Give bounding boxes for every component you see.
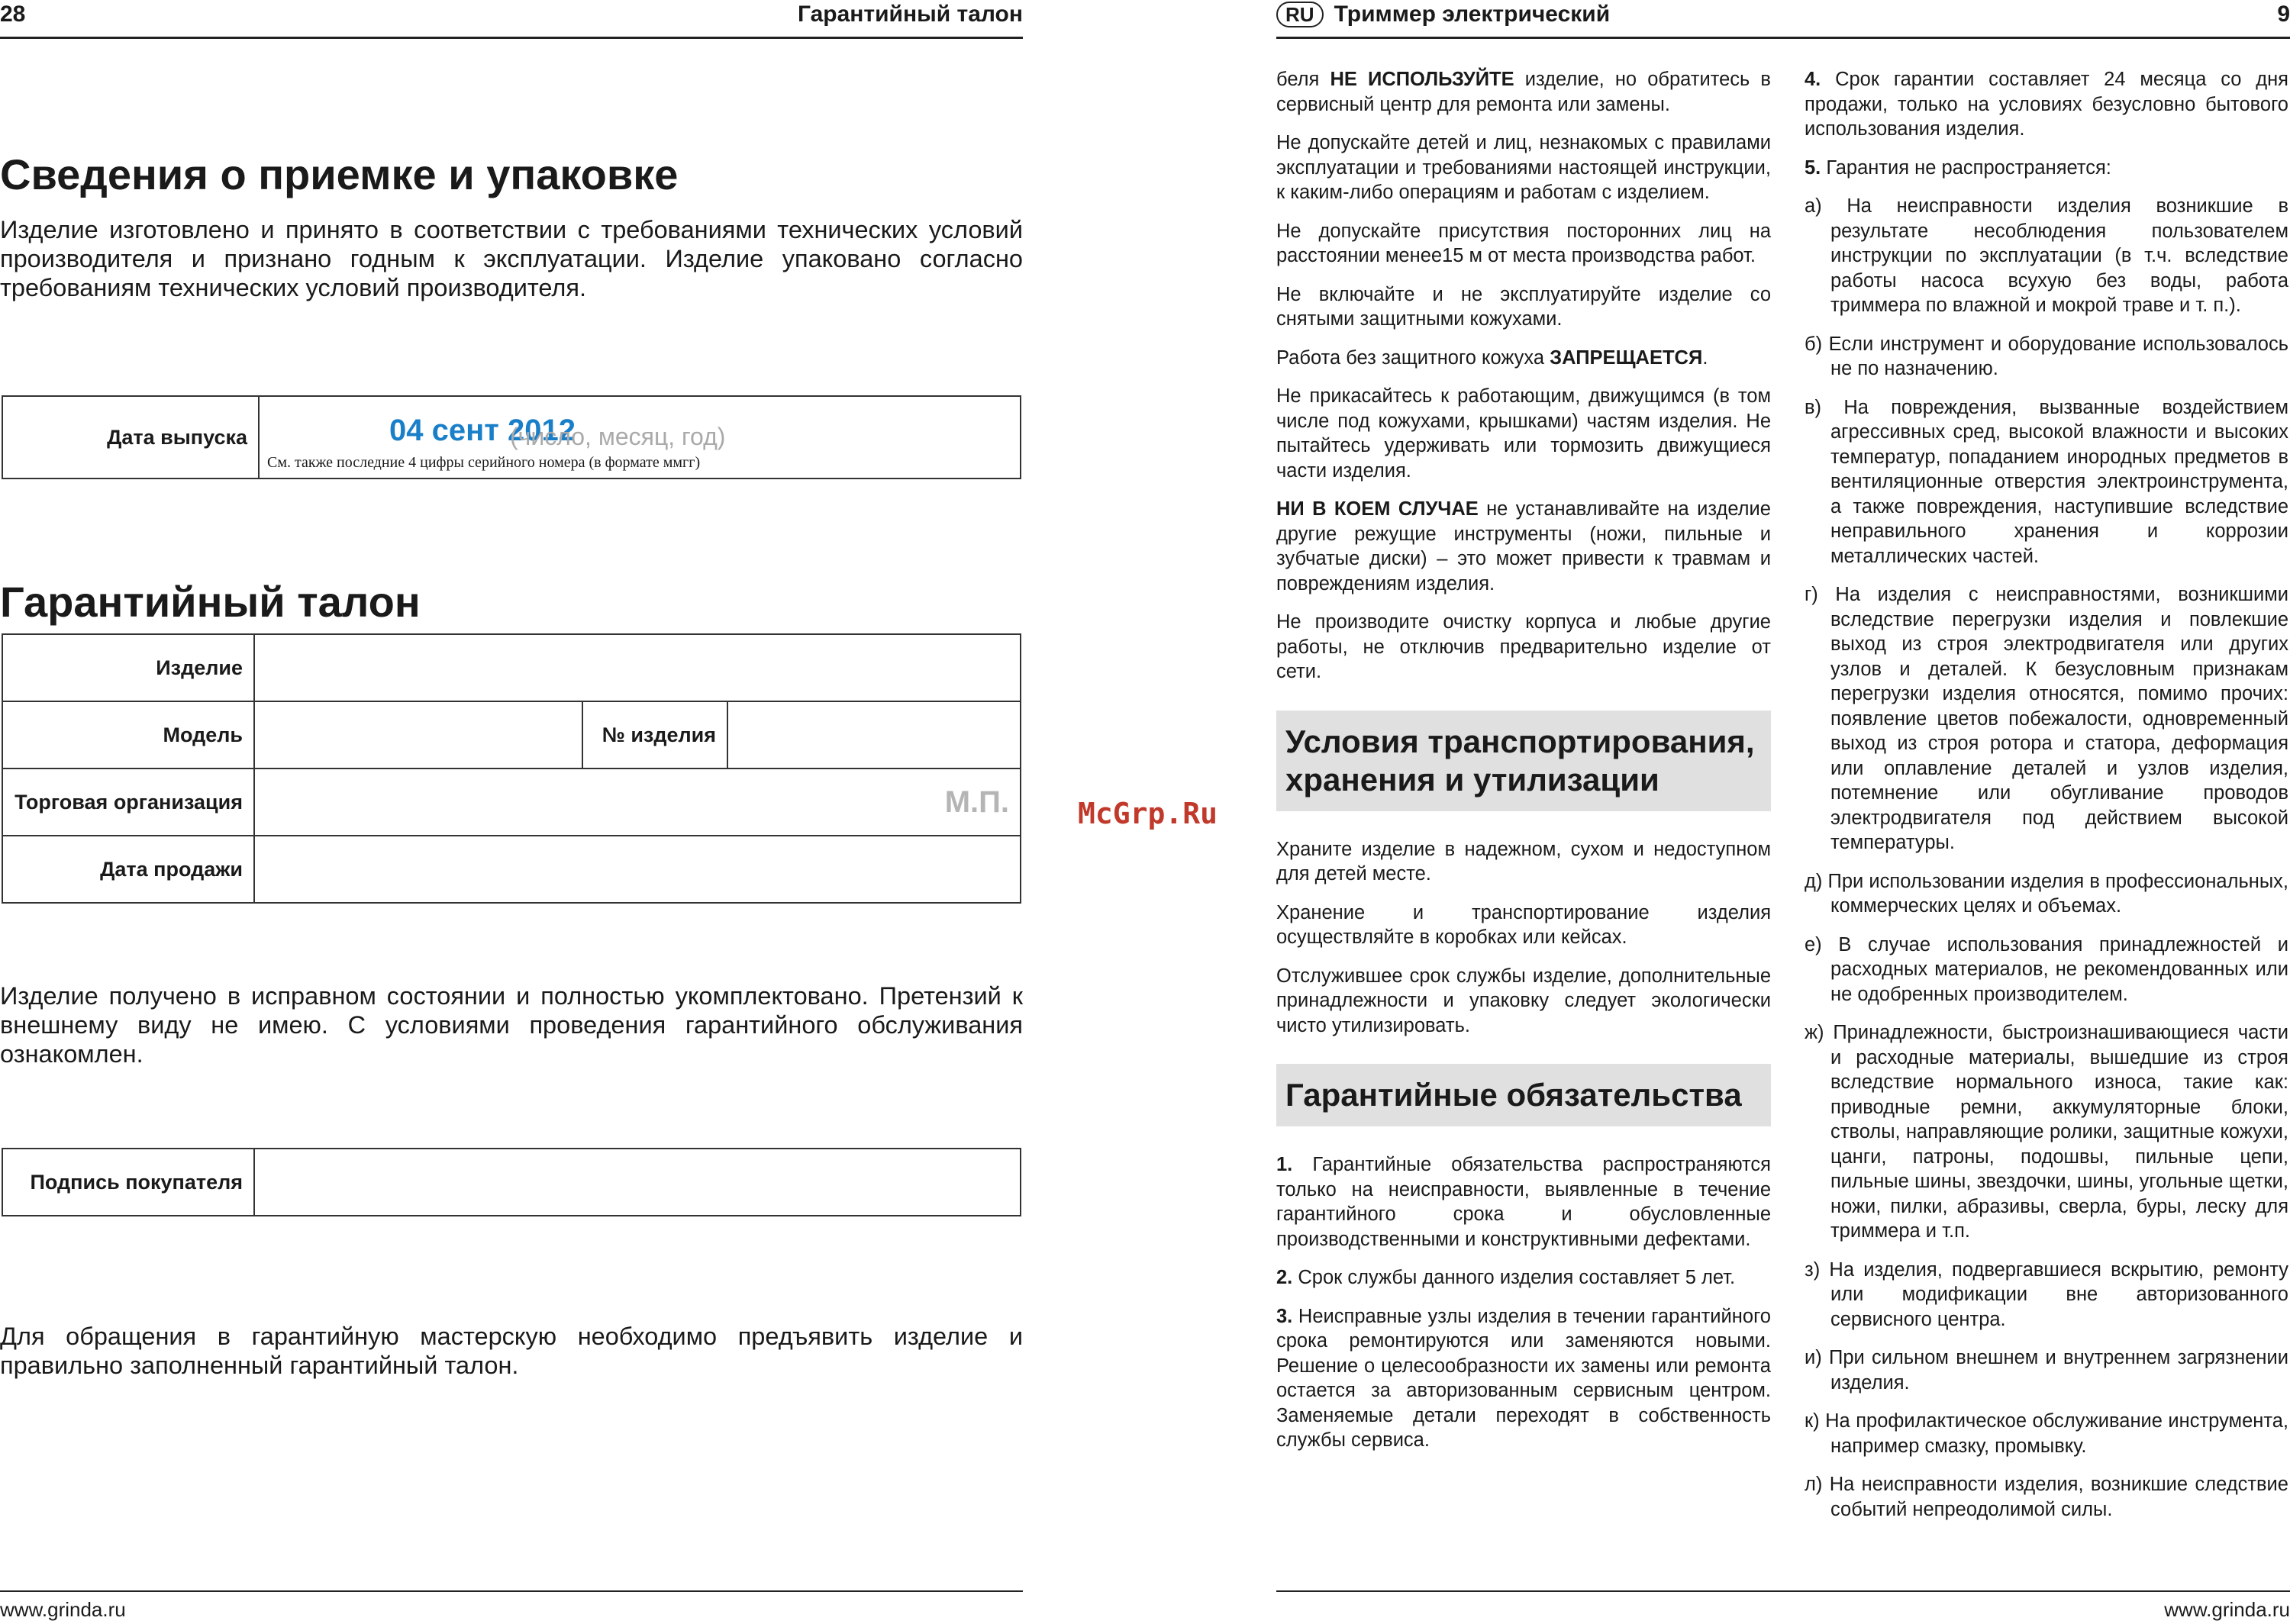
signature-table bbox=[2, 1148, 1021, 1216]
paragraph: Не включайте и не эксплуатируйте изделие со снятыми защитными кожухами. bbox=[1276, 283, 1771, 330]
list-item: ж) Принадлежности, быстроизнашивающиеся части и расходные материалы, вышедшие из строя вследствие нормального износа, такие как: приводные ремни, аккумуляторные блоки, стволы, направляющие ролики, защитные кожухи, цанги, патроны, подошвы, пильные цепи, пильные шины, звездочки, шины, угольные щетки, ножи, пилки, абразивы, сверла, буры, леску для триммера и т.п. bbox=[1805, 1022, 2288, 1242]
footer-rule-right bbox=[1276, 1590, 2290, 1592]
footer-site-left[interactable]: www.grinda.ru bbox=[0, 1598, 126, 1621]
section-warranty-title: Гарантийные обязательства bbox=[1276, 1064, 1771, 1126]
stamp-label: М.П. bbox=[944, 785, 1009, 819]
list-item: д) При использовании изделия в профессиональных, коммерческих целях и объемах. bbox=[1805, 870, 2288, 917]
paragraph: 5. Гарантия не распространяется: bbox=[1805, 156, 2111, 179]
trade-org-label: Торговая организация bbox=[2, 768, 254, 836]
sale-date-label: Дата продажи bbox=[2, 836, 254, 903]
warranty-heading: Гарантийный талон bbox=[0, 578, 421, 626]
list-item: л) На неисправности изделия, возникшие следствие событий непреодолимой силы. bbox=[1805, 1474, 2288, 1520]
list-item: к) На профилактическое обслуживание инструмента, например смазку, промывку. bbox=[1805, 1410, 2288, 1457]
trade-org-field[interactable] bbox=[254, 768, 1021, 836]
paragraph: 3. Неисправные узлы изделия в течении гарантийного срока ремонтируются или заменяются новыми. Решение о целесообразности их замены или ремонта остается за авторизованным сервисным центром. Заменяемые детали переходят в собственность службы сервиса. bbox=[1276, 1305, 1771, 1451]
list-item: в) На повреждения, вызванные воздействием агрессивных сред, высокой влажности и высоких температур, попаданием инородных предметов в вентиляционные отверстия электроинструмента, а также повреждения, наступившие вследствие неправильного хранения и коррозии металлических частей. bbox=[1805, 396, 2288, 567]
release-date-placeholder: (число, месяц, год) bbox=[510, 423, 726, 450]
paragraph: Не допускайте детей и лиц, незнакомых с правилами эксплуатации и требованиями настоящей инструкции, к каким-либо операциям и работам с изделием. bbox=[1276, 132, 1771, 203]
sale-date-field[interactable] bbox=[254, 836, 1021, 903]
product-field[interactable] bbox=[254, 634, 1021, 701]
header-rule-right bbox=[1276, 37, 2290, 39]
paragraph: НИ В КОЕМ СЛУЧАЕ не устанавливайте на изделие другие режущие инструменты (ножи, пильные и зубчатые диски) – это может привести к травмам и повреждениям изделия. bbox=[1276, 498, 1771, 594]
release-date-cell bbox=[259, 396, 1021, 478]
list-item: б) Если инструмент и оборудование использовалось не по назначению. bbox=[1805, 333, 2288, 379]
list-item: г) На изделия с неисправностями, возникшими вследствие перегрузки изделия и повлекшие выход из строя электродвигателя или других узлов и деталей. К безусловным признакам перегрузки изделия относятся, помимо прочих: появление цветов побежалости, одновременный выход из строя ротора и статора, деформация или оплавление деталей и узлов изделия, потемнение или обугливание проводов электродвигателя под действием высокой температуры. bbox=[1805, 584, 2288, 853]
release-date-value: 04 сент 2012 bbox=[389, 414, 576, 447]
watermark: McGrp.Ru bbox=[1078, 797, 1218, 830]
page-number-left: 28 bbox=[0, 2, 26, 27]
product-label: Изделие bbox=[2, 634, 254, 701]
receipt-text: Изделие получено в исправном состоянии и полностью укомплектовано. Претензий к внешнему виду не имею. С условиями проведения гарантийного обслуживания ознакомлен. bbox=[0, 982, 1023, 1068]
model-label: Модель bbox=[2, 701, 254, 768]
acceptance-text: Изделие изготовлено и принято в соответствии с требованиями технических условий производителя и признано годным к эксплуатации. Изделие упаковано согласно требованиям технических условий производителя. bbox=[0, 216, 1023, 301]
paragraph: Не допускайте присутствия посторонних лиц на расстоянии менее15 м от места производства работ. bbox=[1276, 220, 1771, 266]
warranty-card-table bbox=[2, 633, 1021, 904]
list-item: а) На неисправности изделия возникшие в результате несоблюдения пользователем инструкции по эксплуатации (в т.ч. вследствие работы насоса всухую без воды, работа триммера по влажной и мокрой траве и т. п.). bbox=[1805, 195, 2288, 316]
paragraph: Не прикасайтесь к работающим, движущимся (в том числе под кожухами, крышками) частям изделия. Не пытайтесь удерживать или тормозить движущиеся части изделия. bbox=[1276, 385, 1771, 482]
release-date-table bbox=[2, 395, 1021, 479]
lang-badge: RU bbox=[1276, 2, 1324, 27]
section-transport-title: Условия транспортирования, хранения и утилизации bbox=[1276, 710, 1771, 811]
paragraph: беля НЕ ИСПОЛЬЗУЙТЕ изделие, но обратитесь в сервисный центр для ремонта или замены. bbox=[1276, 69, 1771, 115]
header-title-right: Триммер электрический bbox=[1334, 2, 1611, 27]
release-date-note: См. также последние 4 цифры серийного номера (в формате ммгг) bbox=[267, 454, 701, 471]
serial-label: № изделия bbox=[582, 701, 727, 768]
signature-label: Подпись покупателя bbox=[2, 1149, 254, 1216]
model-field[interactable] bbox=[254, 701, 582, 768]
paragraph: Работа без защитного кожуха ЗАПРЕЩАЕТСЯ. bbox=[1276, 346, 1708, 369]
page-number-right: 9 bbox=[2277, 2, 2290, 27]
list-item: з) На изделия, подвергавшиеся вскрытию, ремонту или модификации вне авторизованного сервисного центра. bbox=[1805, 1258, 2288, 1330]
contact-text: Для обращения в гарантийную мастерскую необходимо предъявить изделие и правильно заполненный гарантийный талон. bbox=[0, 1323, 1023, 1379]
header-right bbox=[1276, 2, 1610, 27]
right-column-2 bbox=[1805, 67, 2288, 1535]
signature-field[interactable] bbox=[254, 1149, 1021, 1216]
header-title-left: Гарантийный талон bbox=[797, 2, 1023, 27]
paragraph: 4. Срок гарантии составляет 24 месяца со дня продажи, только на условиях безусловно бытового использования изделия. bbox=[1805, 69, 2288, 140]
footer-rule-left bbox=[0, 1590, 1023, 1592]
paragraph: Храните изделие в надежном, сухом и недоступном для детей месте. bbox=[1276, 838, 1771, 884]
list-item: и) При сильном внешнем и внутреннем загрязнении изделия. bbox=[1805, 1347, 2288, 1394]
footer-site-right[interactable]: www.grinda.ru bbox=[2164, 1598, 2290, 1621]
release-date-label: Дата выпуска bbox=[2, 396, 259, 478]
paragraph: Не производите очистку корпуса и любые другие работы, не отключив предварительно изделие от сети. bbox=[1276, 611, 1771, 682]
paragraph: 2. Срок службы данного изделия составляет 5 лет. bbox=[1276, 1267, 1736, 1288]
header-rule-left bbox=[0, 37, 1023, 39]
right-column-1 bbox=[1276, 67, 1771, 1467]
acceptance-heading: Сведения о приемке и упаковке bbox=[0, 150, 679, 198]
paragraph: Отслужившее срок службы изделие, дополнительные принадлежности и упаковку следует экологически чисто утилизировать. bbox=[1276, 965, 1771, 1036]
list-item: е) В случае использования принадлежностей и расходных материалов, не рекомендованных или не одобренных производителем. bbox=[1805, 933, 2288, 1005]
serial-field[interactable] bbox=[727, 701, 1021, 768]
paragraph: Хранение и транспортирование изделия осуществляйте в коробках или кейсах. bbox=[1276, 901, 1771, 948]
paragraph: 1. Гарантийные обязательства распространяются только на неисправности, выявленные в течение гарантийного срока и обусловленные производственными и конструктивными дефектами. bbox=[1276, 1154, 1771, 1250]
